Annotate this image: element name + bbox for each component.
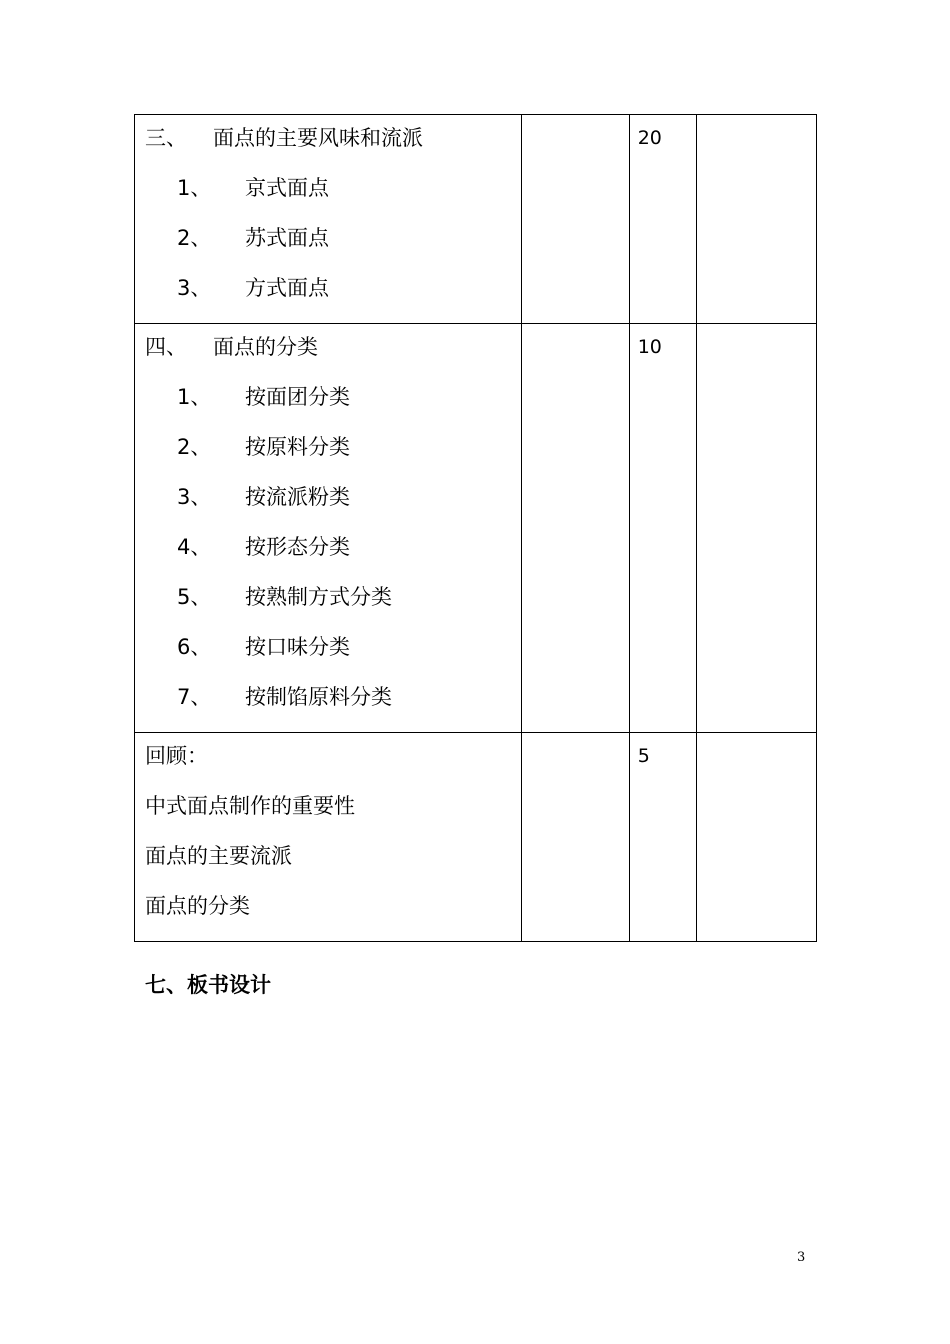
item-text: 按熟制方式分类 — [245, 585, 392, 609]
item-number: 1、 — [177, 385, 212, 409]
item-text: 按制馅原料分类 — [245, 685, 392, 709]
content-cell — [135, 324, 522, 733]
list-item — [145, 532, 521, 582]
section-heading-line — [145, 332, 521, 382]
content-cell — [135, 115, 522, 324]
list-item — [145, 482, 521, 532]
review-line: 面点的主要流派 — [145, 844, 292, 868]
content-cell — [135, 733, 522, 942]
minutes-cell: 5 — [629, 733, 696, 942]
empty-cell — [696, 115, 816, 324]
item-number: 3、 — [177, 276, 212, 300]
item-number: 四、 — [145, 335, 187, 359]
item-text: 按口味分类 — [245, 635, 350, 659]
list-item — [145, 582, 521, 632]
review-line: 回顾： — [145, 744, 208, 768]
empty-cell — [696, 324, 816, 733]
list-item — [145, 223, 521, 273]
item-text: 按流派粉类 — [245, 485, 350, 509]
item-text: 面点的主要风味和流派 — [213, 126, 423, 150]
table-row — [135, 324, 817, 733]
item-text: 按原料分类 — [245, 435, 350, 459]
item-text: 按面团分类 — [245, 385, 350, 409]
item-text: 面点的分类 — [213, 335, 318, 359]
item-number: 2、 — [177, 226, 212, 250]
minutes-cell: 10 — [629, 324, 696, 733]
list-item — [145, 382, 521, 432]
list-item — [145, 682, 521, 732]
list-item — [145, 273, 521, 323]
item-number: 6、 — [177, 635, 212, 659]
section-heading-board-design: 七、板书设计 — [145, 973, 271, 997]
item-text: 苏式面点 — [245, 226, 329, 250]
empty-cell — [521, 324, 629, 733]
section-heading-line — [145, 123, 521, 173]
review-line: 面点的分类 — [145, 894, 250, 918]
item-number: 3、 — [177, 485, 212, 509]
review-line: 中式面点制作的重要性 — [145, 794, 355, 818]
lesson-plan-table — [134, 114, 817, 942]
table-row — [135, 733, 817, 942]
list-item — [145, 432, 521, 482]
item-text: 京式面点 — [245, 176, 329, 200]
table-row — [135, 115, 817, 324]
empty-cell — [521, 733, 629, 942]
item-text: 按形态分类 — [245, 535, 350, 559]
item-number: 1、 — [177, 176, 212, 200]
item-number: 2、 — [177, 435, 212, 459]
empty-cell — [521, 115, 629, 324]
list-item — [145, 632, 521, 682]
page-number: 3 — [797, 1250, 806, 1265]
item-number: 三、 — [145, 126, 187, 150]
empty-cell — [696, 733, 816, 942]
item-number: 4、 — [177, 535, 212, 559]
list-item — [145, 173, 521, 223]
minutes-cell: 20 — [629, 115, 696, 324]
item-number: 7、 — [177, 685, 212, 709]
item-number: 5、 — [177, 585, 212, 609]
item-text: 方式面点 — [245, 276, 329, 300]
